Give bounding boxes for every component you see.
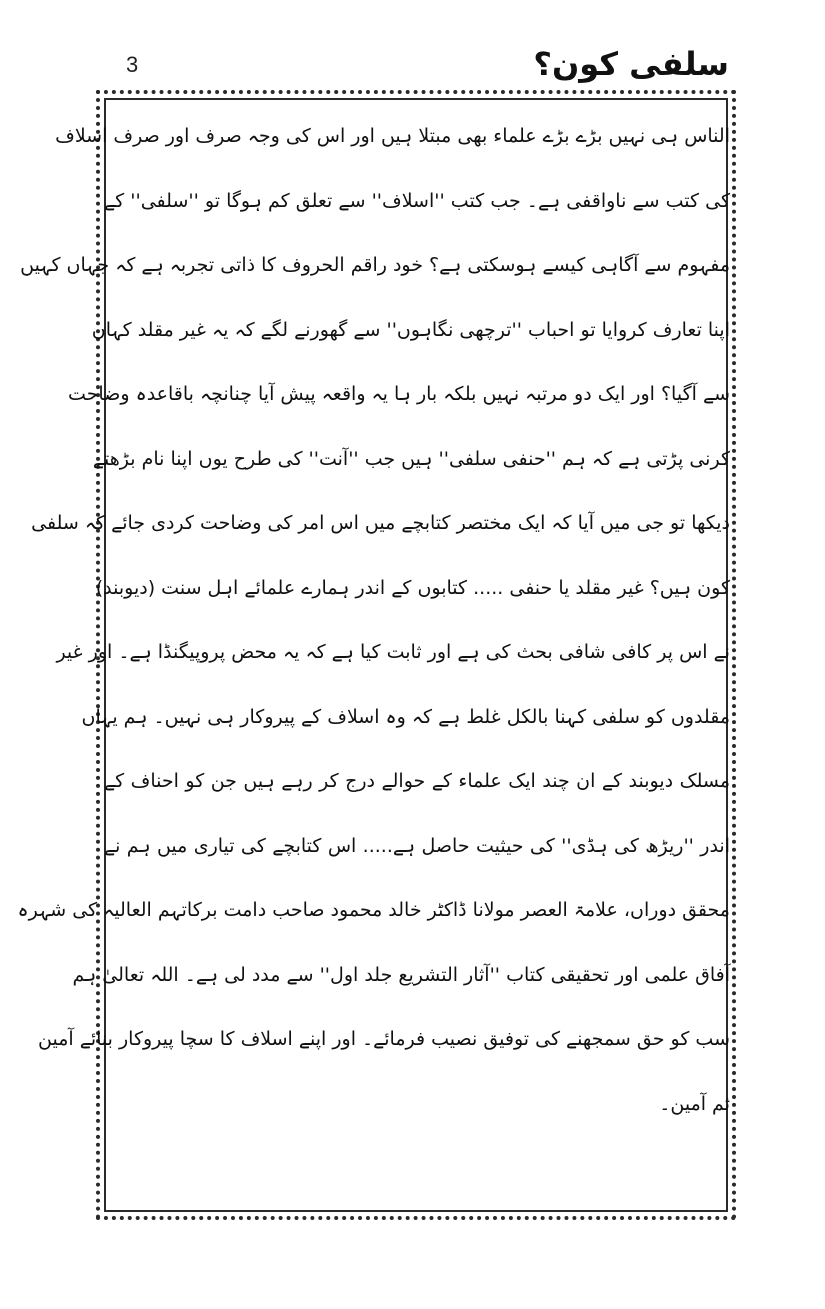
page-number: 3: [126, 52, 139, 77]
text-line-10: مقلدوں کو سلفی کہنا بالکل غلط ہے کہ وہ اسلاف کے پیروکار ہی نہیں۔ ہم یہاں: [81, 705, 730, 728]
text-line-9: نے اس پر کافی شافی بحث کی ہے اور ثابت کیا ہے کہ یہ محض پروپیگنڈا ہے۔ اور غیر: [56, 641, 730, 663]
text-line-11: مسلک دیوبند کے ان چند ایک علماء کے حوالے درج کر رہے ہیں جن کو احناف کے: [104, 770, 730, 792]
text-line-4: اپنا تعارف کروایا تو احباب ''ترچھی نگاہوں'' سے گھورنے لگے کہ یہ غیر مقلد کہاں: [91, 318, 730, 341]
text-line-6: کرنی پڑتی ہے کہ ہم ''حنفی سلفی'' ہیں جب ''آنت'' کی طرح یوں اپنا نام بڑھتے: [92, 447, 730, 470]
text-line-7: دیکھا تو جی میں آیا کہ ایک مختصر کتابچے میں اس امر کی وضاحت کردی جائے کہ سلفی: [31, 512, 730, 534]
text-line-15: سب کو حق سمجھنے کی توفیق نصیب فرمائے۔ اور اپنے اسلاف کا سچا پیروکار بنائے آمین: [38, 1028, 730, 1050]
book-title: سلفی کون؟: [533, 45, 729, 83]
text-line-1: الناس ہی نہیں بڑے بڑے علماء بھی مبتلا ہیں اور اس کی وجہ صرف اور صرف اسلاف: [55, 125, 730, 147]
body-text: [17, 108, 730, 1140]
text-line-12: اندر ''ریڑھ کی ہڈی'' کی حیثیت حاصل ہے..... اس کتابچے کی تیاری میں ہم نے: [104, 834, 730, 857]
text-line-5: سے آگیا؟ اور ایک دو مرتبہ نہیں بلکہ بار ہا یہ واقعہ پیش آیا چنانچہ باقاعدہ وضاحت: [68, 383, 730, 405]
text-line-14: آفاق علمی اور تحقیقی کتاب ''آثار التشریع جلد اول'' سے مدد لی ہے۔ اللہ تعالیٰ ہم: [72, 963, 730, 986]
text-line-13: محقق دوراں، علامۃ العصر مولانا ڈاکٹر خالد محمود صاحب دامت برکاتہم العالیہ کی شہرہ: [17, 899, 730, 921]
text-line-16: ثم آمین۔: [659, 1092, 730, 1115]
text-line-2: کی کتب سے ناواقفی ہے۔ جب کتب ''اسلاف'' سے تعلق کم ہوگا تو ''سلفی'' کے: [104, 189, 730, 212]
text-line-8: کون ہیں؟ غیر مقلد یا حنفی ..... کتابوں کے اندر ہمارے علمائے اہل سنت (دیوبند): [95, 576, 730, 599]
text-line-3: مفہوم سے آگاہی کیسے ہوسکتی ہے؟ خود راقم الحروف کا ذاتی تجربہ ہے کہ جہاں کہیں: [20, 254, 730, 276]
